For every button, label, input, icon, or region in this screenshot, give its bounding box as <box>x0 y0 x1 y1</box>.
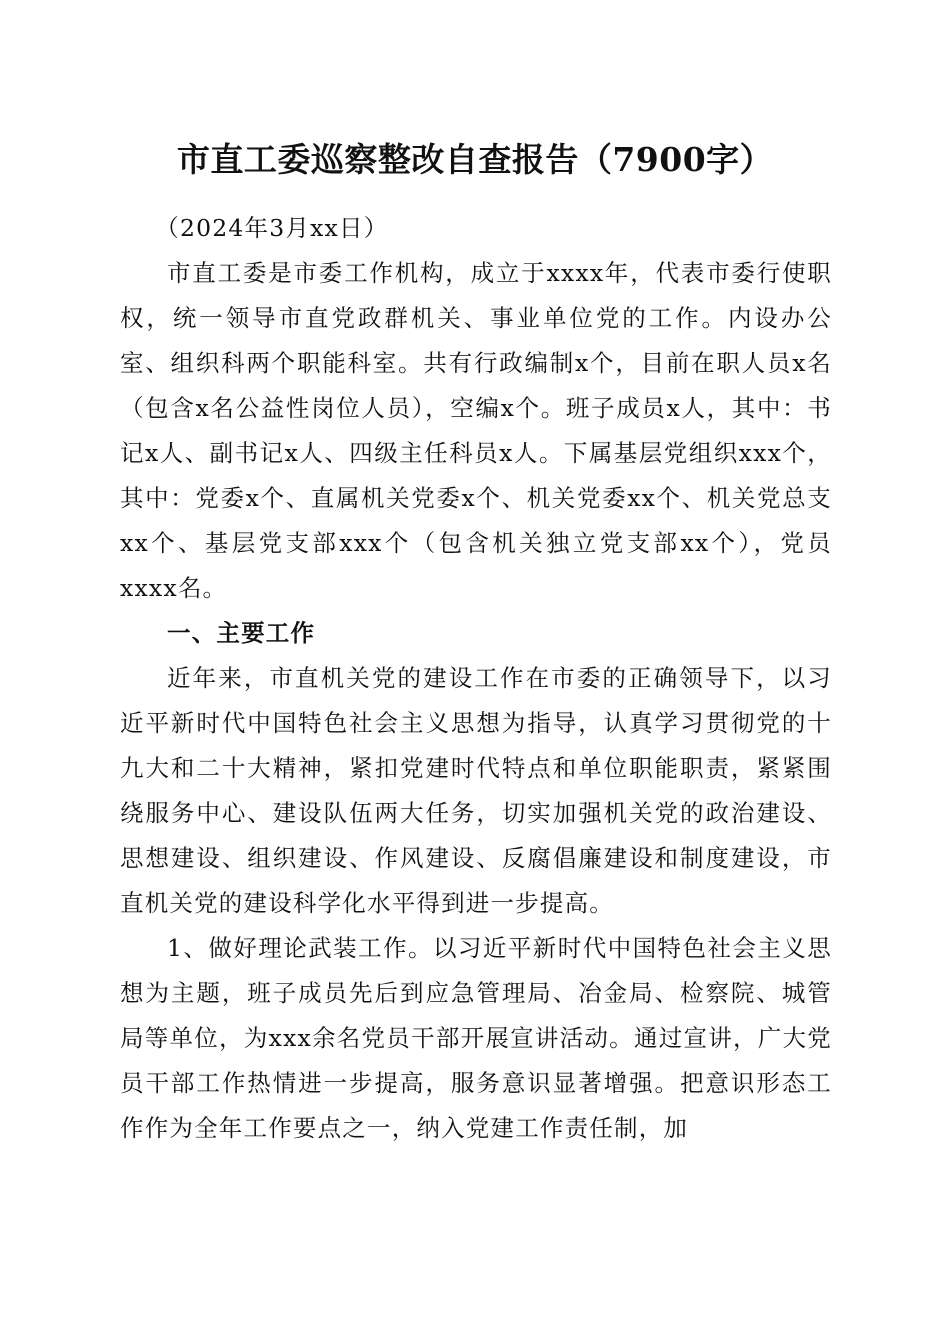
intro-paragraph: 市直工委是市委工作机构，成立于xxxx年，代表市委行使职权，统一领导市直党政群机关、事业单位党的工作。内设办公室、组织科两个职能科室。共有行政编制x个，目前在职人员x名（包含x名公益性岗位人员），空编x个。班子成员x人，其中：书记x人、副书记x人、四级主任科员x人。下属基层党组织xxx个，其中：党委x个、直属机关党委x个、机关党委xx个、机关党总支xx个、基层党支部xxx个（包含机关独立党支部xx个），党员xxxx名。 <box>120 259 832 602</box>
document-body <box>120 206 832 1151</box>
section-heading-main-work: 一、主要工作 <box>167 619 316 647</box>
section-intro-paragraph: 近年来，市直机关党的建设工作在市委的正确领导下，以习近平新时代中国特色社会主义思想为指导，认真学习贯彻党的十九大和二十大精神，紧扣党建时代特点和单位职能职责，紧紧围绕服务中心、建设队伍两大任务，切实加强机关党的政治建设、思想建设、组织建设、作风建设、反腐倡廉建设和制度建设，市直机关党的建设科学化水平得到进一步提高。 <box>120 664 832 917</box>
report-date: （2024年3月xx日） <box>155 214 389 242</box>
document-title: 市直工委巡察整改自查报告（7900字） <box>176 140 774 179</box>
item-1-paragraph: 1、做好理论武装工作。以习近平新时代中国特色社会主义思想为主题，班子成员先后到应急管理局、冶金局、检察院、城管局等单位，为xxx余名党员干部开展宣讲活动。通过宣讲，广大党员干部工作热情进一步提高，服务意识显著增强。把意识形态工作作为全年工作要点之一，纳入党建工作责任制，加 <box>120 934 832 1142</box>
